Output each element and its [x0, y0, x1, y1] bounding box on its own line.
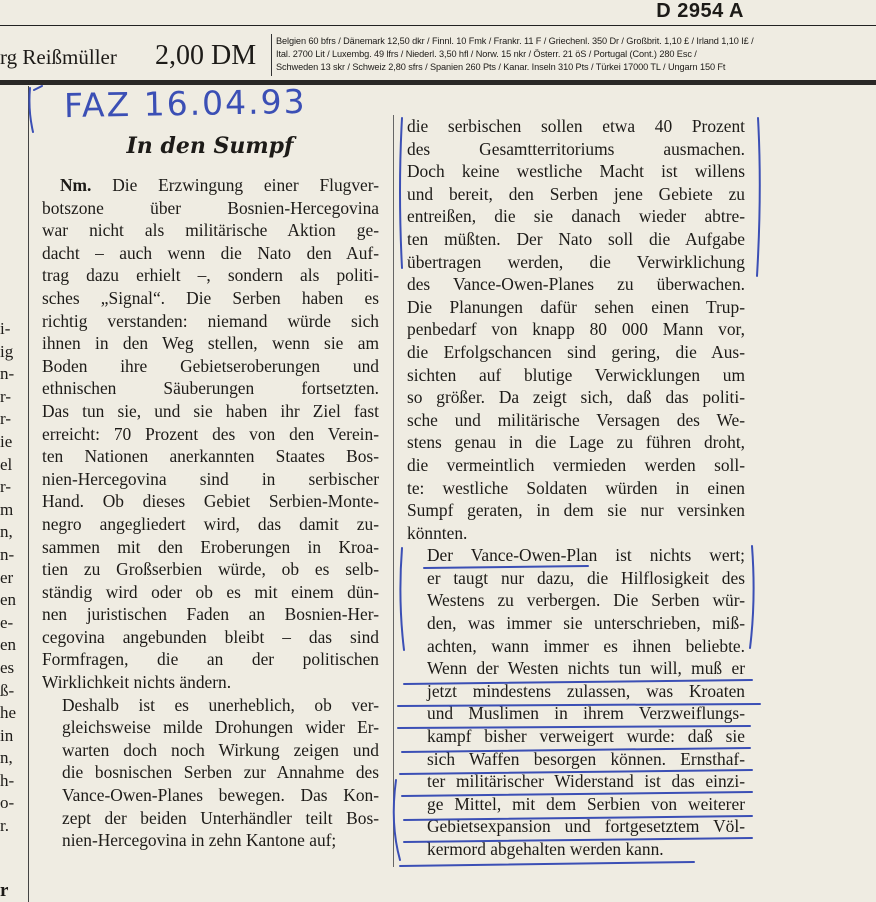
- cropped-text-fragment: n,: [0, 522, 13, 542]
- text-line: Die Planungen dafür sehen einen Trup-: [407, 296, 745, 317]
- text-line: jetzt mindestens zulassen, was Kroaten: [427, 680, 745, 701]
- article-column-1: [42, 174, 379, 852]
- cropped-text-fragment: e-: [0, 612, 14, 632]
- text-line: achten, wann immer es ihnen beliebte.: [427, 635, 745, 656]
- price: 2,00 DM: [155, 40, 257, 71]
- text-line: gleichsweise milde Drohungen wider Er-: [62, 717, 379, 738]
- cropped-text-fragment: o-: [0, 793, 15, 813]
- ink-margin-mark: [394, 780, 400, 860]
- cropped-text-fragment: i-: [0, 319, 11, 338]
- text-line: des Vance-Owen-Planes zu überwachen.: [407, 274, 745, 295]
- cropped-text-fragment: ß-: [0, 680, 15, 700]
- foreign-prices-line: Ital. 2700 Lit / Luxembg. 49 lfrs / Niederl. 3,50 hfl / Norw. 15 nkr / Österr. 21 öS / Portugal (Cont.) 280 Esc /: [276, 49, 697, 59]
- cropped-text-fragment: ie: [0, 431, 13, 451]
- handwritten-date-note: FAZ 16.04.93: [63, 81, 307, 126]
- text-line: die Erfolgschancen sind gering, die Aus-: [407, 341, 745, 362]
- text-line: sches „Signal“. Die Serben haben es: [42, 287, 379, 308]
- text-line: ge Mittel, mit dem Serbien von weiterer: [427, 793, 745, 814]
- text-line: botszone über Bosnien-Hercegovina: [42, 197, 379, 218]
- foreign-prices-line: Schweden 13 skr / Schweiz 2,80 sfrs / Spanien 260 Pts / Kanar. Inseln 310 Pts / Türkei 17000 TL / Ungarn 150 Ft: [276, 62, 726, 72]
- cropped-bottom-fragment: r: [0, 880, 9, 901]
- text-line: Der Vance-Owen-Plan ist nichts wert;: [427, 545, 745, 566]
- text-line: ter militärischer Widerstand ist das einzi-: [427, 771, 745, 792]
- cropped-text-fragment: he: [0, 703, 17, 723]
- text-line: ten Nationen anerkannten Staates Bos-: [42, 446, 379, 467]
- text-line: ten müßten. Der Nato soll die Aufgabe: [407, 228, 745, 249]
- cropped-text-fragment: n-: [0, 364, 15, 384]
- cropped-text-fragment: r-: [0, 409, 11, 429]
- masthead-editor-fragment: rg Reißmüller: [0, 45, 117, 69]
- text-line: entreißen, die sie danach wieder abtre-: [407, 206, 745, 227]
- ink-bracket: [750, 546, 754, 648]
- text-line: [42, 174, 379, 197]
- text-line: kermord abgehalten werden kann.: [427, 839, 664, 859]
- text-line: ethnischen Säuberungen fortsetzten.: [42, 378, 379, 399]
- text-line: Sumpf geraten, in dem sie nur versinken: [407, 500, 745, 521]
- price-divider: [271, 34, 272, 76]
- text-line: Vance-Owen-Planes bewegen. Das Kon-: [62, 785, 379, 806]
- text-line: Westens zu verbergen. Die Serben wür-: [427, 590, 745, 611]
- text-line: nien-Hercegovina sind in serbischer: [42, 468, 379, 489]
- text-line: die bosnischen Serben zur Annahme des: [62, 762, 379, 783]
- paragraph: [407, 544, 745, 860]
- ink-bracket: [400, 548, 404, 650]
- text-line: kampf bisher verweigert wurde: daß sie: [427, 726, 745, 747]
- publication-code: D 2954 A: [656, 0, 744, 22]
- author-initials: Nm.: [60, 175, 92, 195]
- cropped-text-fragment: h-: [0, 770, 15, 790]
- column-rule-left: [28, 86, 29, 902]
- article-column-2: [407, 115, 745, 861]
- text-line: so größer. Da zeigt sich, daß das politi-: [407, 387, 745, 408]
- text-line: richtig verstanden: niemand würde sich: [42, 310, 379, 331]
- text-line: die serbischen sollen etwa 40 Prozent: [407, 116, 745, 136]
- top-rule: [0, 25, 876, 26]
- text-line: Das tun sie, und sie haben ihr Ziel fast: [42, 400, 379, 421]
- cropped-text-fragment: en: [0, 635, 17, 655]
- cropped-text-fragment: r-: [0, 477, 11, 497]
- text-line: die vermeintlich vermieden werden soll-: [407, 454, 745, 475]
- text-line: Boden ihre Gebietseroberungen und: [42, 355, 379, 376]
- text-line: nien-Hercegovina in zehn Kantone auf;: [62, 830, 337, 851]
- text-line: und bereit, den Serben jene Gebiete zu: [407, 183, 745, 204]
- column-rule: [393, 115, 394, 867]
- article-headline: In den Sumpf: [126, 133, 294, 159]
- text-line: den, was immer sie unterschrieben, miß-: [427, 613, 745, 634]
- text-line: Hand. Ob dieses Gebiet Serbien-Monte-: [42, 491, 379, 512]
- ink-bracket: [400, 118, 402, 268]
- cropped-text-fragment: ig: [0, 341, 14, 361]
- foreign-prices: [276, 35, 872, 74]
- cropped-text-fragment: en: [0, 590, 17, 610]
- text-line: Doch keine westliche Macht ist willens: [407, 161, 745, 182]
- text-line: und Muslimen in ihrem Verzweiflungs-: [427, 703, 745, 724]
- text-line: cegovina angebunden bleibt – das sind: [42, 626, 379, 647]
- text-line: war nicht als militärische Aktion ge-: [42, 220, 379, 241]
- paragraph: [407, 115, 745, 544]
- text-line: übertragen werden, die Verwirklichung: [407, 251, 745, 272]
- cropped-left-column: [0, 318, 26, 838]
- text-line: erreicht: 70 Prozent des von den Verein-: [42, 423, 379, 444]
- cropped-text-fragment: n,: [0, 748, 13, 768]
- text-line: te: westliche Soldaten würden in einen: [407, 477, 745, 498]
- ink-margin-mark: [34, 86, 42, 90]
- cropped-text-fragment: m: [0, 499, 14, 519]
- paragraph: [42, 694, 379, 852]
- text-line: sich Waffen besorgen können. Ernsthaf-: [427, 748, 745, 769]
- text-line: ihnen in den Weg stellen, wenn sie am: [42, 333, 379, 354]
- paragraph: [42, 174, 379, 694]
- cropped-text-fragment: el: [0, 454, 13, 474]
- text-line: warten doch noch Wirkung zeigen und: [62, 739, 379, 760]
- text-line: trag dazu erhielt –, sondern als politi-: [42, 265, 379, 286]
- text-line: stens genau in die Lage zu führen droht,: [407, 432, 745, 453]
- cropped-text-fragment: n-: [0, 544, 15, 564]
- text-line: könnten.: [407, 522, 468, 543]
- text-line: penbedarf von knapp 80 000 Mann vor,: [407, 319, 745, 340]
- text-line: Wenn der Westen nichts tun will, muß er: [427, 658, 745, 679]
- ink-underline: [400, 862, 694, 866]
- cropped-text-fragment: in: [0, 725, 14, 745]
- cropped-text-fragment: r.: [0, 816, 9, 836]
- text-line: sche und militärische Versagen des We-: [407, 409, 745, 430]
- text-line: Wirklichkeit nichts ändern.: [42, 672, 232, 693]
- text-line: des Gesamtterritoriums ausmachen.: [407, 138, 745, 159]
- ink-bracket: [757, 118, 760, 276]
- text-line: tien zu Großserbien würde, ob es selb-: [42, 559, 379, 580]
- cropped-text-fragment: er: [0, 567, 14, 587]
- text-line: Deshalb ist es unerheblich, ob ver-: [62, 694, 379, 715]
- text-fragment: Die Erzwingung einer Flugver-: [91, 175, 379, 195]
- text-line: zept der beiden Unterhändler teilt Bos-: [62, 807, 379, 828]
- text-line: sammen mit den Eroberungen in Kroa-: [42, 536, 379, 557]
- text-line: ständig wird oder ob es mit einem dün-: [42, 581, 379, 602]
- text-line: sichten auf blutige Verwicklungen um: [407, 364, 745, 385]
- text-line: negro angegliedert wird, das damit zu-: [42, 513, 379, 534]
- text-line: dacht – auch wenn die Nato den Auf-: [42, 242, 379, 263]
- text-line: nen juristischen Faden an Bosnien-Her-: [42, 604, 379, 625]
- cropped-text-fragment: r-: [0, 386, 11, 406]
- foreign-prices-line: Belgien 60 bfrs / Dänemark 12,50 dkr / Finnl. 10 Fmk / Frankr. 11 F / Griechenl. 350 Dr / Großbrit. 1,10 £ / Irland 1,10 I£ /: [276, 36, 754, 46]
- text-line: Gebietsexpansion und fortgesetztem Völ-: [427, 816, 745, 837]
- text-line: er taugt nur dazu, die Hilflosigkeit des: [427, 567, 745, 588]
- cropped-text-fragment: es: [0, 657, 15, 677]
- text-line: Formfragen, die an der politischen: [42, 649, 379, 670]
- ink-margin-mark: [29, 88, 33, 132]
